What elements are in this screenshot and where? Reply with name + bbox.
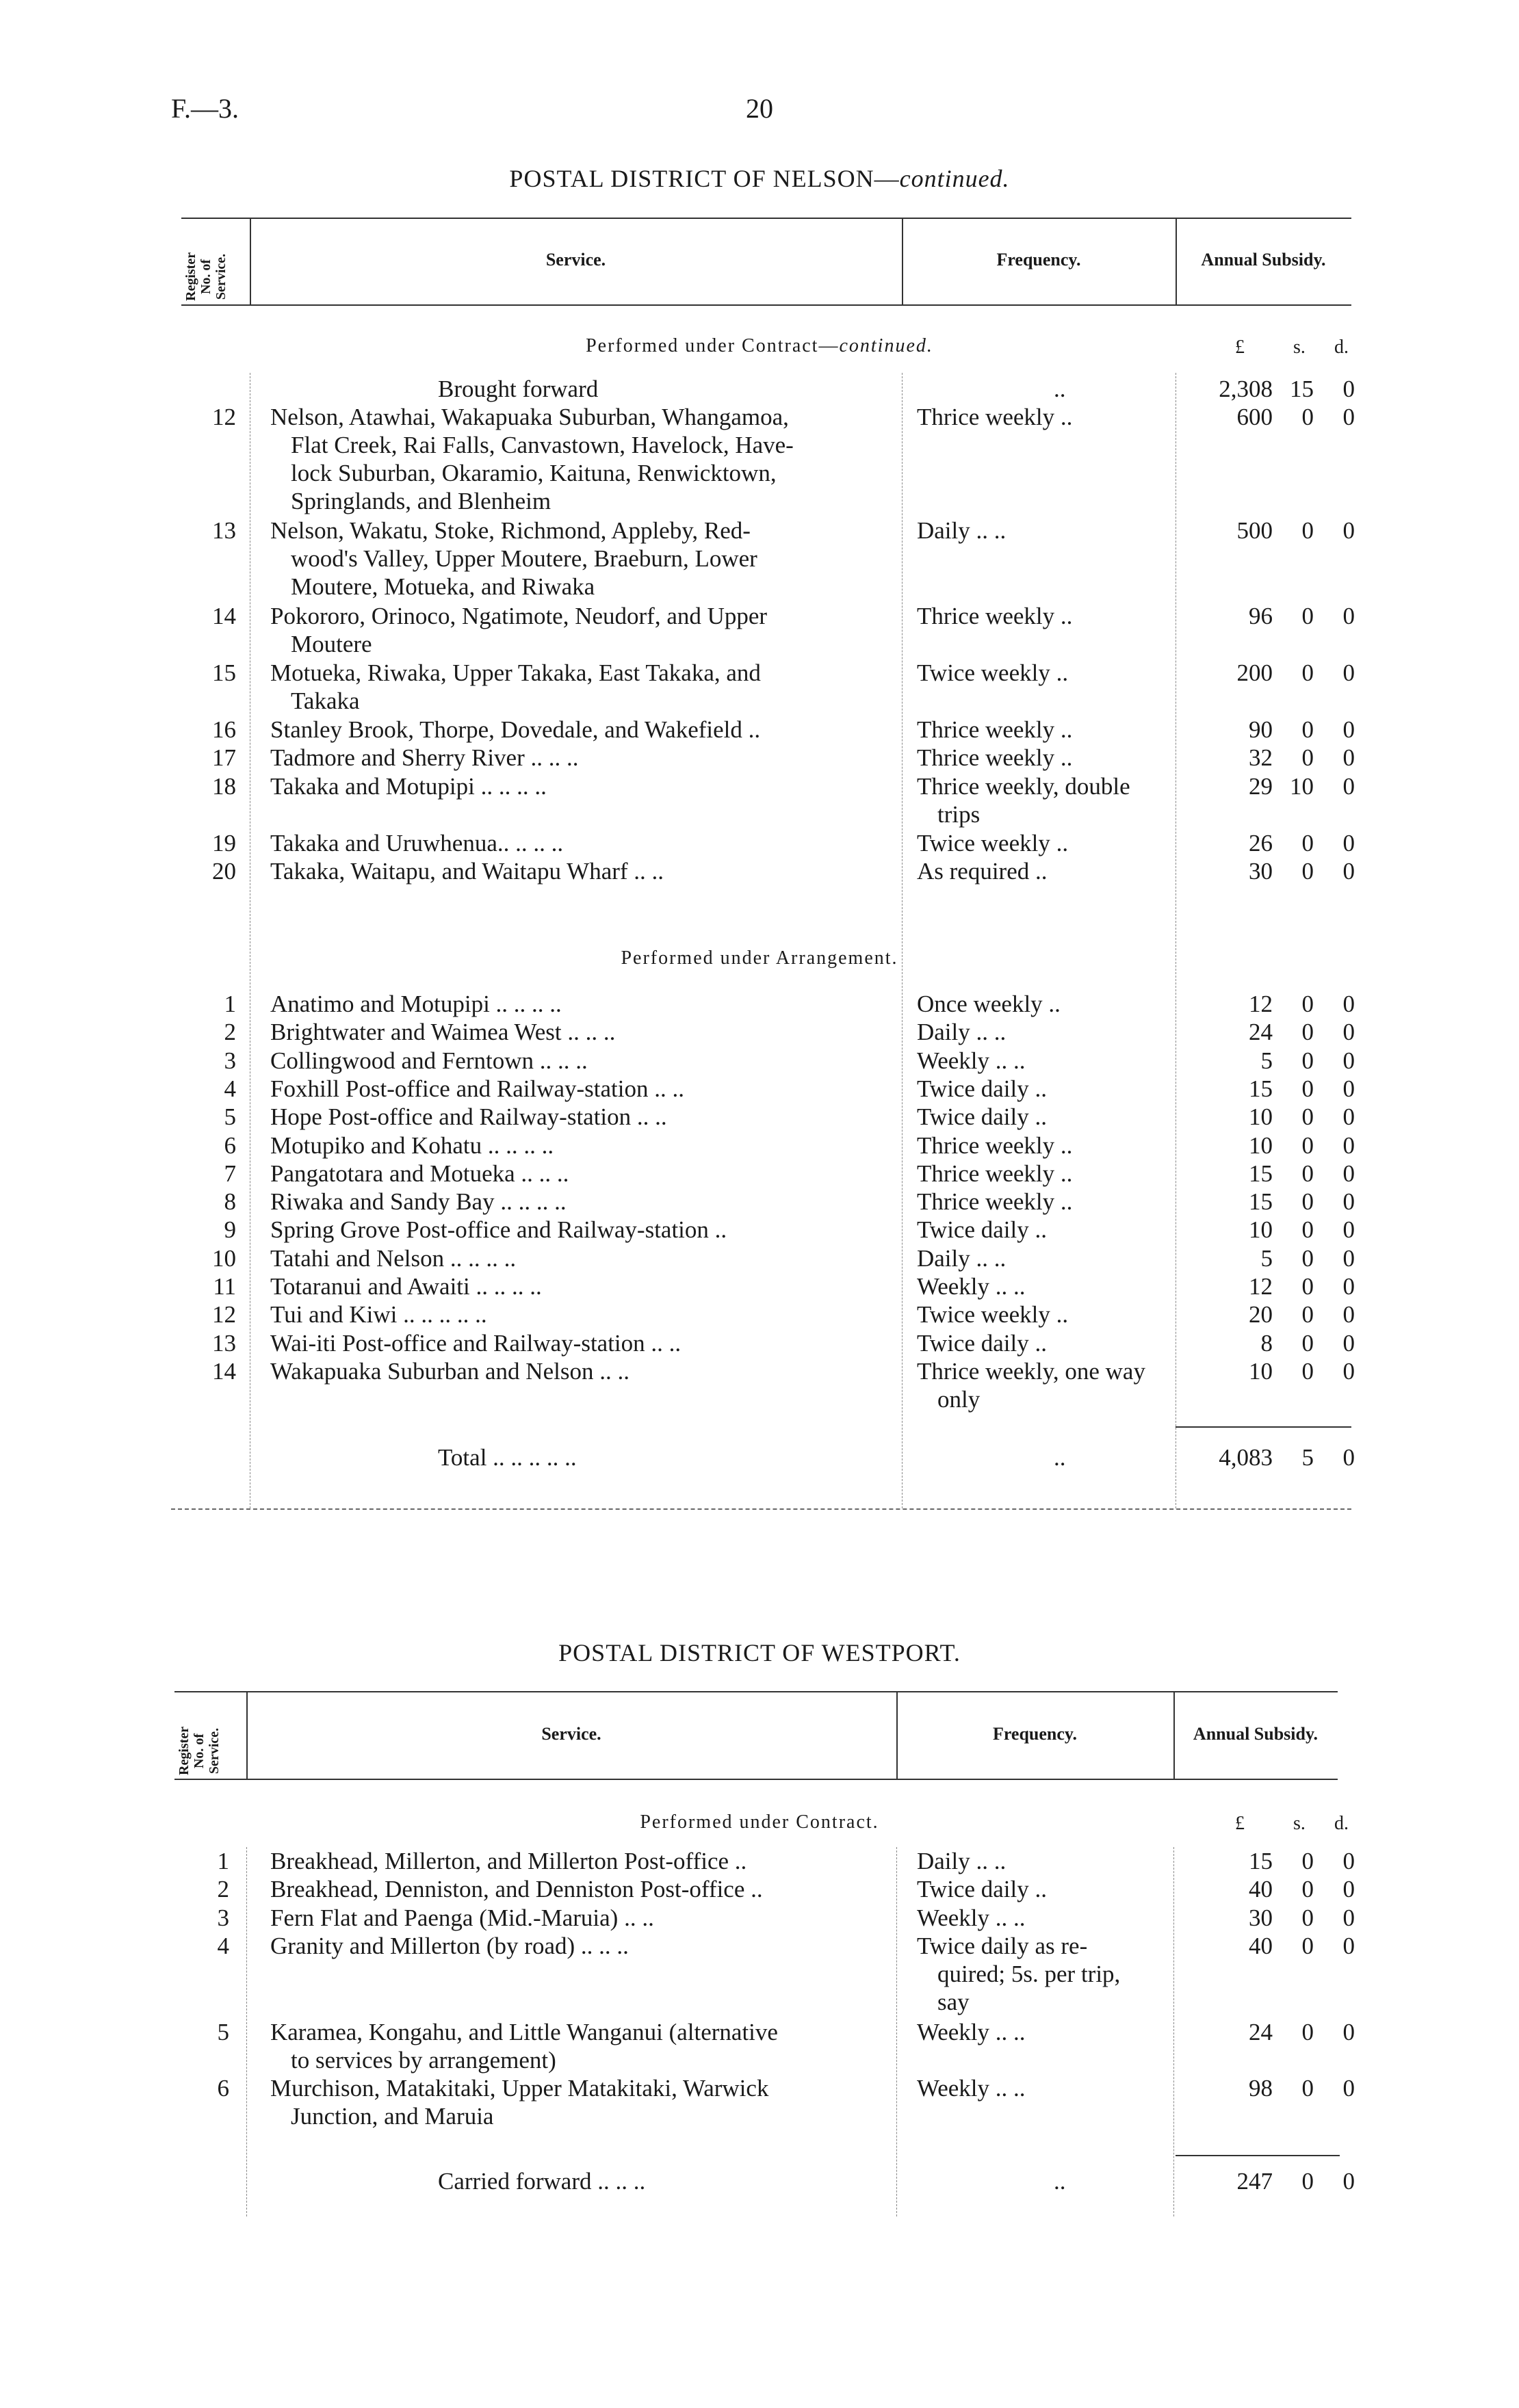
westport-contract-caption: Performed under Contract. (640, 1811, 879, 1833)
subsidy-shillings: 0 (1301, 602, 1314, 629)
subsidy-shillings: 0 (1301, 1075, 1314, 1102)
subsidy-pence: 0 (1342, 858, 1355, 885)
subsidy-pounds: 32 (1249, 744, 1273, 771)
subsidy-pence: 0 (1342, 1075, 1355, 1102)
service-line: Moutere, Motueka, and Riwaka (291, 573, 595, 600)
frequency (917, 1244, 1167, 1272)
service-route (270, 1272, 886, 1300)
service-line: Takaka, Waitapu, and Waitapu Wharf .. .. (270, 858, 664, 885)
brought-forward-pence: 0 (1342, 376, 1355, 402)
total-pounds: 4,083 (1219, 1444, 1273, 1471)
service-route (270, 1357, 886, 1385)
nelson-header-bottom-rule (181, 304, 1351, 306)
frequency (917, 1018, 1167, 1046)
subsidy-pounds: 12 (1249, 1273, 1273, 1300)
register-number: 4 (217, 1932, 229, 1959)
westport-header-top-rule (174, 1691, 1338, 1692)
subsidy-shillings: 0 (1301, 1932, 1314, 1959)
subsidy-shillings: 0 (1301, 2075, 1314, 2102)
subsidy-pounds: 15 (1249, 1188, 1273, 1216)
subsidy-pounds: 12 (1249, 991, 1273, 1017)
nelson-end-rule (171, 1508, 1351, 1510)
subsidy-pounds: 40 (1249, 1932, 1273, 1959)
frequency-line: Twice daily .. (917, 1103, 1047, 1131)
subsidy-pounds: 10 (1249, 1216, 1273, 1244)
nelson-arrangement-caption: Performed under Arrangement. (621, 947, 898, 969)
service-route (270, 1329, 886, 1357)
subsidy-pence: 0 (1342, 404, 1355, 430)
subsidy-pounds: 24 (1249, 2018, 1273, 2045)
subsidy-pence: 0 (1342, 1019, 1355, 1046)
westport-section-title: POSTAL DISTRICT OF WESTPORT. (558, 1639, 961, 1666)
frequency (917, 1160, 1167, 1188)
service-line: Murchison, Matakitaki, Upper Matakitaki, Warwick (270, 2075, 769, 2102)
service-route (270, 716, 886, 744)
service-line: lock Suburban, Okaramio, Kaituna, Renwicktown, (291, 460, 777, 486)
frequency-line: Twice daily as re- (917, 1932, 1088, 1959)
frequency-line: Once weekly .. (917, 991, 1061, 1017)
service-line: to services by arrangement) (291, 2046, 556, 2073)
frequency-line: say (937, 1988, 970, 2015)
westport-body-divider (896, 1847, 897, 2216)
frequency (917, 1875, 1167, 1903)
subsidy-pounds: 15 (1249, 1160, 1273, 1187)
frequency-line: Thrice weekly .. (917, 716, 1073, 743)
frequency-line: Thrice weekly .. (917, 404, 1073, 430)
service-route (270, 1047, 886, 1075)
service-route (270, 1875, 886, 1903)
subsidy-pence: 0 (1342, 744, 1355, 771)
register-number: 1 (224, 991, 236, 1017)
brought-forward-pounds: 2,308 (1219, 376, 1273, 402)
subsidy-pence: 0 (1342, 1188, 1355, 1216)
subsidy-pence: 0 (1342, 1301, 1355, 1329)
subsidy-shillings: 0 (1301, 1188, 1314, 1216)
frequency (917, 659, 1167, 687)
frequency (917, 1847, 1167, 1875)
service-route (270, 990, 886, 1018)
frequency-line: Weekly .. .. (917, 2075, 1026, 2102)
nelson-frequency-header: Frequency. (996, 250, 1081, 270)
subsidy-pounds: 24 (1249, 1019, 1273, 1046)
service-route (270, 1300, 886, 1329)
frequency-line: Thrice weekly .. (917, 1131, 1073, 1159)
frequency (917, 772, 1167, 828)
frequency-line: Daily .. .. (917, 1019, 1007, 1046)
subsidy-pence: 0 (1342, 1876, 1355, 1903)
register-number: 3 (217, 1904, 229, 1931)
service-route (270, 1103, 886, 1131)
total-shillings: 5 (1301, 1444, 1314, 1471)
frequency-line: Thrice weekly .. (917, 1188, 1073, 1216)
brought-forward-label: Brought forward (438, 376, 599, 402)
subsidy-pounds: 10 (1249, 1103, 1273, 1131)
register-number: 6 (224, 1131, 236, 1159)
subsidy-pence: 0 (1342, 1904, 1355, 1931)
frequency-line: Daily .. .. (917, 1848, 1007, 1874)
carried-forward-freq: .. (1054, 2168, 1066, 2195)
frequency (917, 2018, 1167, 2046)
subsidy-shillings: 0 (1301, 1301, 1314, 1329)
frequency (917, 1047, 1167, 1075)
service-route (270, 772, 886, 800)
subsidy-pence: 0 (1342, 1329, 1355, 1357)
service-route (270, 1018, 886, 1046)
register-number: 13 (212, 517, 236, 544)
frequency-line: Thrice weekly .. (917, 1160, 1073, 1187)
subsidy-pence: 0 (1342, 1357, 1355, 1385)
subsidy-pounds: 15 (1249, 1075, 1273, 1102)
register-number: 2 (224, 1019, 236, 1046)
subsidy-shillings: 0 (1301, 1160, 1314, 1187)
frequency-line: Twice daily .. (917, 1876, 1047, 1903)
nelson-subsidy-header: Annual Subsidy. (1201, 250, 1326, 270)
service-line: Anatimo and Motupipi .. .. .. .. (270, 991, 562, 1017)
subsidy-shillings: 0 (1301, 1848, 1314, 1874)
frequency-line: Twice daily .. (917, 1075, 1047, 1102)
westport-frequency-header: Frequency. (992, 1724, 1078, 1744)
subsidy-pounds: 8 (1260, 1329, 1273, 1357)
subsidy-pence: 0 (1342, 1244, 1355, 1272)
subsidy-shillings: 0 (1301, 744, 1314, 771)
frequency (917, 516, 1167, 545)
subsidy-pence: 0 (1342, 602, 1355, 629)
service-route (270, 2018, 886, 2074)
subsidy-pounds: 26 (1249, 829, 1273, 856)
subsidy-pounds: 15 (1249, 1848, 1273, 1874)
service-line: Pokororo, Orinoco, Ngatimote, Neudorf, and Upper (270, 602, 768, 629)
frequency (917, 1357, 1167, 1413)
register-number: 14 (212, 1357, 236, 1385)
frequency (917, 829, 1167, 857)
service-line: Foxhill Post-office and Railway-station .. .. (270, 1075, 684, 1102)
register-number: 8 (224, 1188, 236, 1216)
subsidy-shillings: 0 (1301, 1131, 1314, 1159)
frequency (917, 1329, 1167, 1357)
service-line: Pangatotara and Motueka .. .. .. (270, 1160, 569, 1187)
service-route (270, 659, 886, 715)
service-route (270, 829, 886, 857)
register-number: 18 (212, 772, 236, 800)
register-number: 12 (212, 404, 236, 430)
pence-header: d. (1334, 337, 1349, 358)
westport-header-bottom-rule (174, 1779, 1338, 1780)
service-line: Granity and Millerton (by road) .. .. .. (270, 1932, 629, 1959)
service-line: Nelson, Atawhai, Wakapuaka Suburban, Whangamoa, (270, 404, 789, 430)
westport-subsidy-header: Annual Subsidy. (1193, 1724, 1319, 1744)
service-line: Totaranui and Awaiti .. .. .. .. (270, 1273, 542, 1300)
westport-service-header: Service. (541, 1724, 601, 1744)
frequency-line: Weekly .. .. (917, 1904, 1026, 1931)
frequency-line: Twice weekly .. (917, 829, 1069, 856)
service-line: Tui and Kiwi .. .. .. .. .. (270, 1301, 487, 1329)
service-line: Karamea, Kongahu, and Little Wanganui (alternative (270, 2018, 778, 2045)
nelson-contract-caption: Performed under Contract—continued. (586, 335, 933, 356)
register-number: 5 (224, 1103, 236, 1131)
shillings-header: s. (1293, 337, 1306, 358)
shillings-header: s. (1293, 1813, 1306, 1834)
service-route (270, 1932, 886, 1960)
subsidy-pence: 0 (1342, 517, 1355, 544)
carried-forward-pence: 0 (1342, 2168, 1355, 2195)
frequency (917, 403, 1167, 431)
service-line: Moutere (291, 630, 372, 657)
subsidy-pence: 0 (1342, 1216, 1355, 1244)
service-line: wood's Valley, Upper Moutere, Braeburn, Lower (291, 545, 757, 572)
service-line: Tatahi and Nelson .. .. .. .. (270, 1244, 517, 1272)
register-number: 15 (212, 659, 236, 686)
frequency (917, 1216, 1167, 1244)
subsidy-pounds: 10 (1249, 1131, 1273, 1159)
subsidy-pounds: 5 (1260, 1047, 1273, 1074)
service-line: Spring Grove Post-office and Railway-station .. (270, 1216, 727, 1244)
subsidy-pounds: 600 (1236, 404, 1273, 430)
subsidy-pounds: 10 (1249, 1357, 1273, 1385)
service-route (270, 1216, 886, 1244)
subsidy-shillings: 0 (1301, 2018, 1314, 2045)
frequency-line: Daily .. .. (917, 517, 1007, 544)
service-route (270, 1131, 886, 1160)
register-number: 16 (212, 716, 236, 743)
subsidy-pence: 0 (1342, 1160, 1355, 1187)
brought-forward-freq: .. (1054, 376, 1066, 402)
subsidy-shillings: 0 (1301, 517, 1314, 544)
subsidy-pounds: 30 (1249, 858, 1273, 885)
service-route (270, 1244, 886, 1272)
subsidy-pounds: 30 (1249, 1904, 1273, 1931)
register-number: 9 (224, 1216, 236, 1244)
register-number: 13 (212, 1329, 236, 1357)
service-route (270, 516, 886, 601)
register-number: 3 (224, 1047, 236, 1074)
westport-body-divider (246, 1847, 247, 2216)
subsidy-shillings: 0 (1301, 991, 1314, 1017)
service-route (270, 744, 886, 772)
frequency (917, 602, 1167, 630)
service-route (270, 857, 886, 885)
frequency (917, 1272, 1167, 1300)
carried-forward-rule (1176, 2155, 1340, 2156)
subsidy-pence: 0 (1342, 1131, 1355, 1159)
subsidy-shillings: 0 (1301, 1273, 1314, 1300)
frequency-line: Thrice weekly .. (917, 602, 1073, 629)
service-line: Breakhead, Denniston, and Denniston Post-office .. (270, 1876, 763, 1903)
service-route (270, 1160, 886, 1188)
frequency-line: Thrice weekly .. (917, 744, 1073, 771)
subsidy-shillings: 0 (1301, 1904, 1314, 1931)
service-route (270, 602, 886, 658)
subsidy-pence: 0 (1342, 829, 1355, 856)
subsidy-pence: 0 (1342, 991, 1355, 1017)
subsidy-pence: 0 (1342, 1848, 1355, 1874)
subsidy-shillings: 0 (1301, 858, 1314, 885)
nelson-register-header: Register No. of Service. (183, 252, 229, 301)
carried-forward-label: Carried forward .. .. .. (438, 2168, 646, 2195)
subsidy-shillings: 0 (1301, 1047, 1314, 1074)
register-number: 1 (217, 1848, 229, 1874)
frequency-line: Weekly .. .. (917, 1273, 1026, 1300)
carried-forward-pounds: 247 (1236, 2168, 1273, 2195)
subsidy-pence: 0 (1342, 772, 1355, 800)
total-rule (1176, 1426, 1351, 1428)
service-line: Wakapuaka Suburban and Nelson .. .. (270, 1357, 629, 1385)
register-number: 14 (212, 602, 236, 629)
subsidy-shillings: 0 (1301, 1876, 1314, 1903)
register-number: 5 (217, 2018, 229, 2045)
frequency (917, 1904, 1167, 1932)
subsidy-shillings: 0 (1301, 404, 1314, 430)
pounds-header: £ (1235, 1813, 1245, 1834)
frequency (917, 1103, 1167, 1131)
service-line: Stanley Brook, Thorpe, Dovedale, and Wakefield .. (270, 716, 761, 743)
subsidy-pence: 0 (1342, 1103, 1355, 1131)
subsidy-shillings: 0 (1301, 1103, 1314, 1131)
frequency (917, 857, 1167, 885)
register-number: 4 (224, 1075, 236, 1102)
westport-register-header: Register No. of Service. (177, 1726, 222, 1775)
subsidy-pence: 0 (1342, 659, 1355, 686)
service-line: Motupiko and Kohatu .. .. .. .. (270, 1131, 554, 1159)
service-line: Brightwater and Waimea West .. .. .. (270, 1019, 616, 1046)
frequency (917, 2074, 1167, 2102)
service-line: Springlands, and Blenheim (291, 488, 551, 514)
subsidy-pounds: 5 (1260, 1244, 1273, 1272)
subsidy-shillings: 0 (1301, 1357, 1314, 1385)
total-pence: 0 (1342, 1444, 1355, 1471)
register-number: 7 (224, 1160, 236, 1187)
subsidy-pounds: 96 (1249, 602, 1273, 629)
subsidy-pounds: 200 (1236, 659, 1273, 686)
service-route (270, 1847, 886, 1875)
frequency-line: Daily .. .. (917, 1244, 1007, 1272)
service-line: Breakhead, Millerton, and Millerton Post-office .. (270, 1848, 747, 1874)
subsidy-pence: 0 (1342, 2018, 1355, 2045)
subsidy-pence: 0 (1342, 1047, 1355, 1074)
frequency (917, 990, 1167, 1018)
frequency-line: As required .. (917, 858, 1048, 885)
subsidy-shillings: 0 (1301, 659, 1314, 686)
register-number: 11 (213, 1273, 236, 1300)
service-line: Motueka, Riwaka, Upper Takaka, East Takaka, and (270, 659, 761, 686)
service-line: Nelson, Wakatu, Stoke, Richmond, Appleby, Red- (270, 517, 751, 544)
service-line: Tadmore and Sherry River .. .. .. (270, 744, 579, 771)
subsidy-pence: 0 (1342, 1273, 1355, 1300)
frequency-line: Weekly .. .. (917, 1047, 1026, 1074)
frequency-line: quired; 5s. per trip, (937, 1960, 1121, 1987)
frequency (917, 1932, 1167, 2016)
register-number: 20 (212, 858, 236, 885)
pounds-header: £ (1235, 337, 1245, 358)
service-line: Fern Flat and Paenga (Mid.-Maruia) .. .. (270, 1904, 654, 1931)
frequency (917, 1300, 1167, 1329)
frequency-line: Weekly .. .. (917, 2018, 1026, 2045)
subsidy-shillings: 0 (1301, 1019, 1314, 1046)
service-line: Flat Creek, Rai Falls, Canvastown, Havelock, Have- (291, 432, 794, 458)
frequency-line: only (937, 1385, 981, 1413)
service-line: Takaka and Uruwhenua.. .. .. .. (270, 829, 564, 856)
frequency (917, 1188, 1167, 1216)
frequency-line: Twice weekly .. (917, 659, 1069, 686)
subsidy-pounds: 20 (1249, 1301, 1273, 1329)
brought-forward-shillings: 15 (1290, 376, 1314, 402)
frequency-line: Twice daily .. (917, 1329, 1047, 1357)
subsidy-shillings: 0 (1301, 829, 1314, 856)
service-line: Takaka (291, 687, 360, 714)
subsidy-pence: 0 (1342, 716, 1355, 743)
document-reference: F.—3. (171, 93, 239, 124)
subsidy-pounds: 40 (1249, 1876, 1273, 1903)
register-number: 19 (212, 829, 236, 856)
register-number: 6 (217, 2075, 229, 2102)
frequency-line: Thrice weekly, double (917, 772, 1130, 800)
service-line: Hope Post-office and Railway-station .. .. (270, 1103, 667, 1131)
frequency-line: trips (937, 800, 981, 828)
subsidy-shillings: 10 (1290, 772, 1314, 800)
total-freq: .. (1054, 1444, 1066, 1471)
subsidy-shillings: 0 (1301, 1329, 1314, 1357)
service-route (270, 2074, 886, 2130)
nelson-service-header: Service. (545, 250, 606, 270)
subsidy-pence: 0 (1342, 1932, 1355, 1959)
subsidy-shillings: 0 (1301, 716, 1314, 743)
frequency (917, 744, 1167, 772)
subsidy-pence: 0 (1342, 2075, 1355, 2102)
service-line: Wai-iti Post-office and Railway-station .. .. (270, 1329, 681, 1357)
service-route (270, 1188, 886, 1216)
register-number: 10 (212, 1244, 236, 1272)
frequency-line: Twice daily .. (917, 1216, 1047, 1244)
frequency-line: Twice weekly .. (917, 1301, 1069, 1329)
total-label: Total .. .. .. .. .. (438, 1444, 577, 1471)
frequency (917, 716, 1167, 744)
frequency-line: Thrice weekly, one way (917, 1357, 1145, 1385)
frequency (917, 1131, 1167, 1160)
subsidy-shillings: 0 (1301, 1244, 1314, 1272)
service-line: Junction, and Maruia (291, 2103, 494, 2130)
nelson-body-divider (902, 373, 903, 1508)
service-route (270, 1075, 886, 1103)
service-route (270, 1904, 886, 1932)
service-route (270, 403, 886, 515)
frequency (917, 1075, 1167, 1103)
service-line: Collingwood and Ferntown .. .. .. (270, 1047, 588, 1074)
subsidy-pounds: 29 (1249, 772, 1273, 800)
subsidy-pounds: 500 (1236, 517, 1273, 544)
subsidy-pounds: 98 (1249, 2075, 1273, 2102)
page-number: 20 (746, 93, 773, 124)
subsidy-pounds: 90 (1249, 716, 1273, 743)
carried-forward-shillings: 0 (1301, 2168, 1314, 2195)
register-number: 2 (217, 1876, 229, 1903)
service-line: Riwaka and Sandy Bay .. .. .. .. (270, 1188, 567, 1216)
service-line: Takaka and Motupipi .. .. .. .. (270, 772, 547, 800)
register-number: 17 (212, 744, 236, 771)
nelson-section-title: POSTAL DISTRICT OF NELSON—continued. (509, 165, 1010, 192)
pence-header: d. (1334, 1813, 1349, 1834)
subsidy-shillings: 0 (1301, 1216, 1314, 1244)
register-number: 12 (212, 1301, 236, 1329)
